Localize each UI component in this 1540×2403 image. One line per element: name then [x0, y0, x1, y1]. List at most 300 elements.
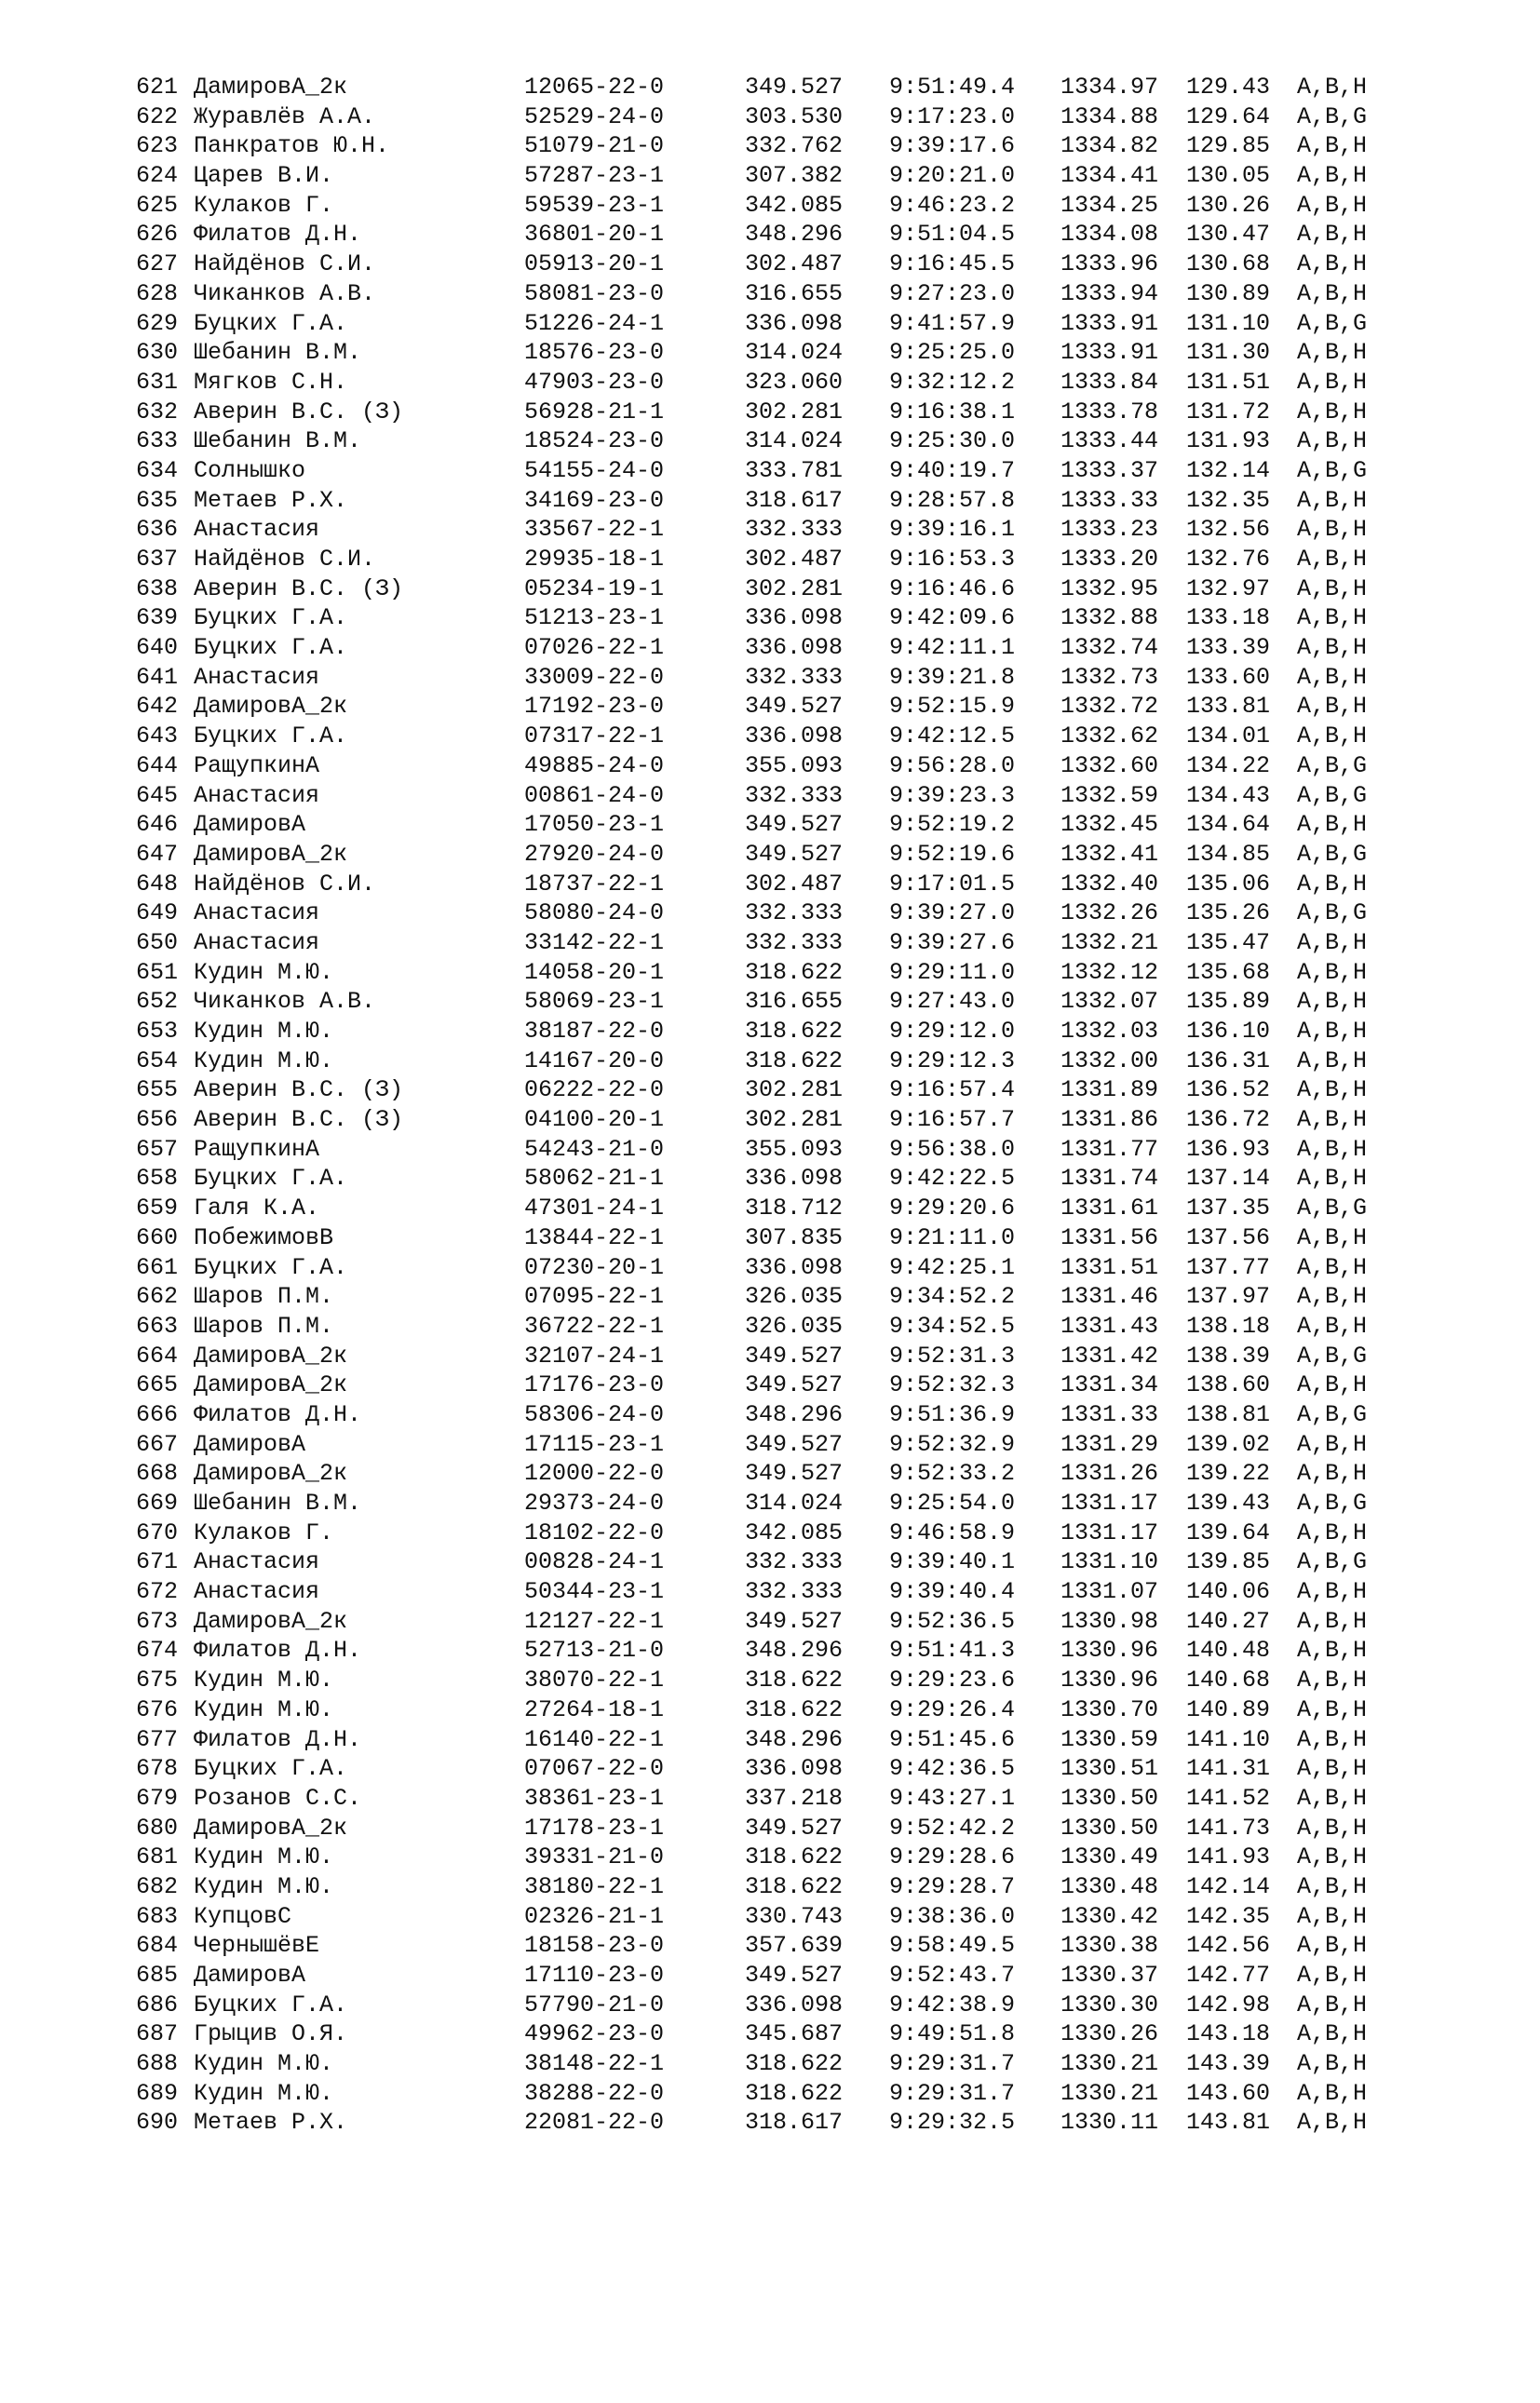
participant-name: Анастасия — [194, 928, 320, 956]
speed-value: 1331.46 — [1060, 1283, 1159, 1311]
place-number: 650 — [136, 928, 179, 956]
flags-value: A,B,H — [1297, 2109, 1368, 2137]
speed-value: 1332.45 — [1060, 811, 1159, 839]
arrival-time: 9:29:28.6 — [889, 1843, 1016, 1871]
participant-name: Аверин В.С. (З) — [194, 1106, 404, 1134]
participant-name: Кудин М.Ю. — [194, 958, 334, 986]
distance-value: 318.622 — [745, 1872, 844, 1900]
distance-value: 318.622 — [745, 1046, 844, 1074]
place-number: 627 — [136, 250, 179, 278]
distance-value: 302.281 — [745, 1076, 844, 1104]
ring-number: 38361-23-1 — [524, 1784, 665, 1812]
speed-value: 1333.44 — [1060, 427, 1159, 455]
distance-value: 333.781 — [745, 456, 844, 484]
arrival-time: 9:42:25.1 — [889, 1253, 1016, 1281]
speed-value: 1331.86 — [1060, 1106, 1159, 1134]
ring-number: 02326-21-1 — [524, 1902, 665, 1930]
flags-value: A,B,G — [1297, 309, 1368, 337]
speed-value: 1334.82 — [1060, 132, 1159, 160]
flags-value: A,B,G — [1297, 899, 1368, 927]
ring-number: 36722-22-1 — [524, 1312, 665, 1340]
participant-name: Анастасия — [194, 1548, 320, 1576]
flags-value: A,B,H — [1297, 368, 1368, 396]
flags-value: A,B,G — [1297, 781, 1368, 809]
speed-value: 1332.03 — [1060, 1018, 1159, 1045]
coefficient-value: 136.31 — [1186, 1046, 1271, 1074]
flags-value: A,B,H — [1297, 1371, 1368, 1399]
participant-name: Буцких Г.А. — [194, 1253, 348, 1281]
distance-value: 314.024 — [745, 427, 844, 455]
distance-value: 342.085 — [745, 1519, 844, 1546]
coefficient-value: 132.14 — [1186, 456, 1271, 484]
place-number: 666 — [136, 1400, 179, 1428]
result-row — [0, 810, 1540, 840]
result-row — [0, 1547, 1540, 1577]
coefficient-value: 141.52 — [1186, 1784, 1271, 1812]
speed-value: 1330.21 — [1060, 2050, 1159, 2078]
distance-value: 318.617 — [745, 486, 844, 514]
place-number: 622 — [136, 102, 179, 130]
ring-number: 52713-21-0 — [524, 1637, 665, 1665]
participant-name: Шаров П.М. — [194, 1312, 334, 1340]
flags-value: A,B,H — [1297, 1695, 1368, 1723]
result-row — [0, 1636, 1540, 1666]
place-number: 654 — [136, 1046, 179, 1074]
ring-number: 59539-23-1 — [524, 191, 665, 219]
ring-number: 05234-19-1 — [524, 574, 665, 602]
speed-value: 1333.84 — [1060, 368, 1159, 396]
distance-value: 348.296 — [745, 221, 844, 249]
flags-value: A,B,H — [1297, 1165, 1368, 1193]
flags-value: A,B,H — [1297, 1991, 1368, 2018]
ring-number: 18576-23-0 — [524, 339, 665, 367]
result-row — [0, 426, 1540, 456]
ring-number: 18524-23-0 — [524, 427, 665, 455]
participant-name: Чиканков А.В. — [194, 988, 376, 1016]
ring-number: 22081-22-0 — [524, 2109, 665, 2137]
result-row — [0, 131, 1540, 161]
speed-value: 1330.37 — [1060, 1962, 1159, 1989]
flags-value: A,B,H — [1297, 250, 1368, 278]
distance-value: 307.382 — [745, 162, 844, 190]
participant-name: Буцких Г.А. — [194, 1755, 348, 1783]
participant-name: Солнышко — [194, 456, 306, 484]
flags-value: A,B,H — [1297, 1223, 1368, 1251]
arrival-time: 9:39:40.1 — [889, 1548, 1016, 1576]
ring-number: 17176-23-0 — [524, 1371, 665, 1399]
place-number: 638 — [136, 574, 179, 602]
place-number: 633 — [136, 427, 179, 455]
place-number: 684 — [136, 1932, 179, 1960]
coefficient-value: 143.81 — [1186, 2109, 1271, 2137]
speed-value: 1331.17 — [1060, 1519, 1159, 1546]
distance-value: 336.098 — [745, 1253, 844, 1281]
participant-name: Шаров П.М. — [194, 1283, 334, 1311]
ring-number: 32107-24-1 — [524, 1342, 665, 1370]
arrival-time: 9:52:32.3 — [889, 1371, 1016, 1399]
ring-number: 18158-23-0 — [524, 1932, 665, 1960]
arrival-time: 9:52:36.5 — [889, 1607, 1016, 1635]
distance-value: 348.296 — [745, 1400, 844, 1428]
coefficient-value: 136.10 — [1186, 1018, 1271, 1045]
coefficient-value: 143.60 — [1186, 2079, 1271, 2107]
flags-value: A,B,H — [1297, 634, 1368, 662]
ring-number: 04100-20-1 — [524, 1106, 665, 1134]
result-row — [0, 161, 1540, 191]
result-row — [0, 545, 1540, 574]
arrival-time: 9:42:38.9 — [889, 1991, 1016, 2018]
speed-value: 1331.42 — [1060, 1342, 1159, 1370]
ring-number: 54155-24-0 — [524, 456, 665, 484]
flags-value: A,B,H — [1297, 1106, 1368, 1134]
place-number: 677 — [136, 1725, 179, 1753]
coefficient-value: 134.43 — [1186, 781, 1271, 809]
participant-name: Анастасия — [194, 516, 320, 544]
coefficient-value: 138.81 — [1186, 1400, 1271, 1428]
result-row — [0, 1784, 1540, 1814]
flags-value: A,B,H — [1297, 693, 1368, 721]
result-row — [0, 1194, 1540, 1223]
coefficient-value: 134.64 — [1186, 811, 1271, 839]
result-row — [0, 1223, 1540, 1253]
arrival-time: 9:25:25.0 — [889, 339, 1016, 367]
flags-value: A,B,H — [1297, 1046, 1368, 1074]
flags-value: A,B,G — [1297, 1548, 1368, 1576]
speed-value: 1333.23 — [1060, 516, 1159, 544]
coefficient-value: 134.01 — [1186, 722, 1271, 750]
arrival-time: 9:16:57.7 — [889, 1106, 1016, 1134]
ring-number: 33142-22-1 — [524, 928, 665, 956]
result-row — [0, 1459, 1540, 1489]
result-row — [0, 486, 1540, 516]
distance-value: 349.527 — [745, 1814, 844, 1842]
speed-value: 1333.20 — [1060, 546, 1159, 573]
participant-name: Шебанин В.М. — [194, 427, 362, 455]
flags-value: A,B,G — [1297, 456, 1368, 484]
ring-number: 29373-24-0 — [524, 1490, 665, 1517]
ring-number: 38180-22-1 — [524, 1872, 665, 1900]
ring-number: 47301-24-1 — [524, 1195, 665, 1222]
flags-value: A,B,H — [1297, 1460, 1368, 1488]
result-row — [0, 1754, 1540, 1784]
result-row — [0, 574, 1540, 604]
participant-name: ДамировА_2к — [194, 1371, 348, 1399]
flags-value: A,B,G — [1297, 840, 1368, 868]
participant-name: Кудин М.Ю. — [194, 1667, 334, 1694]
participant-name: Метаев Р.Х. — [194, 2109, 348, 2137]
distance-value: 326.035 — [745, 1312, 844, 1340]
participant-name: ЧернышёвЕ — [194, 1932, 320, 1960]
ring-number: 49885-24-0 — [524, 751, 665, 779]
speed-value: 1332.62 — [1060, 722, 1159, 750]
flags-value: A,B,H — [1297, 722, 1368, 750]
ring-number: 12000-22-0 — [524, 1460, 665, 1488]
result-row — [0, 1164, 1540, 1194]
distance-value: 302.487 — [745, 546, 844, 573]
speed-value: 1334.08 — [1060, 221, 1159, 249]
distance-value: 349.527 — [745, 1371, 844, 1399]
distance-value: 336.098 — [745, 722, 844, 750]
coefficient-value: 135.47 — [1186, 928, 1271, 956]
ring-number: 38288-22-0 — [524, 2079, 665, 2107]
speed-value: 1331.77 — [1060, 1135, 1159, 1163]
speed-value: 1333.91 — [1060, 309, 1159, 337]
distance-value: 336.098 — [745, 634, 844, 662]
participant-name: ДамировА — [194, 811, 306, 839]
result-row — [0, 1577, 1540, 1607]
coefficient-value: 131.51 — [1186, 368, 1271, 396]
ring-number: 17192-23-0 — [524, 693, 665, 721]
arrival-time: 9:16:45.5 — [889, 250, 1016, 278]
ring-number: 17115-23-1 — [524, 1430, 665, 1458]
place-number: 660 — [136, 1223, 179, 1251]
distance-value: 303.530 — [745, 102, 844, 130]
distance-value: 349.527 — [745, 74, 844, 101]
participant-name: Филатов Д.Н. — [194, 1725, 362, 1753]
coefficient-value: 136.52 — [1186, 1076, 1271, 1104]
ring-number: 51226-24-1 — [524, 309, 665, 337]
distance-value: 355.093 — [745, 1135, 844, 1163]
participant-name: РащупкинА — [194, 1135, 320, 1163]
flags-value: A,B,G — [1297, 1342, 1368, 1370]
flags-value: A,B,H — [1297, 1637, 1368, 1665]
flags-value: A,B,H — [1297, 1872, 1368, 1900]
speed-value: 1330.70 — [1060, 1695, 1159, 1723]
distance-value: 318.622 — [745, 1667, 844, 1694]
speed-value: 1332.41 — [1060, 840, 1159, 868]
flags-value: A,B,H — [1297, 1283, 1368, 1311]
ring-number: 57287-23-1 — [524, 162, 665, 190]
place-number: 688 — [136, 2050, 179, 2078]
participant-name: Буцких Г.А. — [194, 1991, 348, 2018]
place-number: 648 — [136, 870, 179, 898]
arrival-time: 9:51:45.6 — [889, 1725, 1016, 1753]
place-number: 631 — [136, 368, 179, 396]
participant-name: Шебанин В.М. — [194, 1490, 362, 1517]
distance-value: 318.617 — [745, 2109, 844, 2137]
result-row — [0, 692, 1540, 722]
speed-value: 1330.49 — [1060, 1843, 1159, 1871]
coefficient-value: 143.39 — [1186, 2050, 1271, 2078]
ring-number: 33009-22-0 — [524, 663, 665, 691]
participant-name: Анастасия — [194, 663, 320, 691]
coefficient-value: 130.47 — [1186, 221, 1271, 249]
ring-number: 58062-21-1 — [524, 1165, 665, 1193]
ring-number: 18737-22-1 — [524, 870, 665, 898]
coefficient-value: 140.27 — [1186, 1607, 1271, 1635]
flags-value: A,B,H — [1297, 1784, 1368, 1812]
flags-value: A,B,H — [1297, 162, 1368, 190]
ring-number: 18102-22-0 — [524, 1519, 665, 1546]
distance-value: 332.762 — [745, 132, 844, 160]
place-number: 624 — [136, 162, 179, 190]
ring-number: 52529-24-0 — [524, 102, 665, 130]
arrival-time: 9:29:12.0 — [889, 1018, 1016, 1045]
participant-name: Кудин М.Ю. — [194, 1843, 334, 1871]
speed-value: 1331.51 — [1060, 1253, 1159, 1281]
coefficient-value: 133.81 — [1186, 693, 1271, 721]
result-row — [0, 840, 1540, 870]
result-row — [0, 928, 1540, 958]
place-number: 651 — [136, 958, 179, 986]
ring-number: 12127-22-1 — [524, 1607, 665, 1635]
distance-value: 316.655 — [745, 988, 844, 1016]
result-row — [0, 220, 1540, 250]
speed-value: 1334.88 — [1060, 102, 1159, 130]
arrival-time: 9:34:52.5 — [889, 1312, 1016, 1340]
arrival-time: 9:29:32.5 — [889, 2109, 1016, 2137]
arrival-time: 9:43:27.1 — [889, 1784, 1016, 1812]
distance-value: 332.333 — [745, 1578, 844, 1606]
arrival-time: 9:39:21.8 — [889, 663, 1016, 691]
coefficient-value: 137.56 — [1186, 1223, 1271, 1251]
arrival-time: 9:16:57.4 — [889, 1076, 1016, 1104]
arrival-time: 9:39:23.3 — [889, 781, 1016, 809]
ring-number: 50344-23-1 — [524, 1578, 665, 1606]
participant-name: ДамировА_2к — [194, 1607, 348, 1635]
distance-value: 330.743 — [745, 1902, 844, 1930]
coefficient-value: 142.14 — [1186, 1872, 1271, 1900]
place-number: 678 — [136, 1755, 179, 1783]
distance-value: 355.093 — [745, 751, 844, 779]
place-number: 649 — [136, 899, 179, 927]
participant-name: Кулаков Г. — [194, 1519, 334, 1546]
place-number: 641 — [136, 663, 179, 691]
flags-value: A,B,H — [1297, 1932, 1368, 1960]
coefficient-value: 140.06 — [1186, 1578, 1271, 1606]
participant-name: Метаев Р.Х. — [194, 486, 348, 514]
coefficient-value: 141.31 — [1186, 1755, 1271, 1783]
speed-value: 1331.33 — [1060, 1400, 1159, 1428]
speed-value: 1333.96 — [1060, 250, 1159, 278]
participant-name: ДамировА — [194, 1430, 306, 1458]
place-number: 652 — [136, 988, 179, 1016]
participant-name: Панкратов Ю.Н. — [194, 132, 390, 160]
speed-value: 1333.37 — [1060, 456, 1159, 484]
flags-value: A,B,H — [1297, 191, 1368, 219]
coefficient-value: 142.35 — [1186, 1902, 1271, 1930]
arrival-time: 9:16:38.1 — [889, 398, 1016, 425]
ring-number: 56928-21-1 — [524, 398, 665, 425]
ring-number: 16140-22-1 — [524, 1725, 665, 1753]
place-number: 642 — [136, 693, 179, 721]
place-number: 621 — [136, 74, 179, 101]
coefficient-value: 132.76 — [1186, 546, 1271, 573]
arrival-time: 9:52:15.9 — [889, 693, 1016, 721]
coefficient-value: 129.64 — [1186, 102, 1271, 130]
coefficient-value: 136.93 — [1186, 1135, 1271, 1163]
distance-value: 318.622 — [745, 1018, 844, 1045]
arrival-time: 9:20:21.0 — [889, 162, 1016, 190]
speed-value: 1332.40 — [1060, 870, 1159, 898]
participant-name: Буцких Г.А. — [194, 1165, 348, 1193]
speed-value: 1333.33 — [1060, 486, 1159, 514]
speed-value: 1334.41 — [1060, 162, 1159, 190]
place-number: 662 — [136, 1283, 179, 1311]
flags-value: A,B,H — [1297, 811, 1368, 839]
distance-value: 349.527 — [745, 1430, 844, 1458]
place-number: 626 — [136, 221, 179, 249]
ring-number: 58080-24-0 — [524, 899, 665, 927]
coefficient-value: 131.72 — [1186, 398, 1271, 425]
distance-value: 349.527 — [745, 811, 844, 839]
result-row — [0, 1105, 1540, 1135]
distance-value: 302.281 — [745, 574, 844, 602]
place-number: 689 — [136, 2079, 179, 2107]
ring-number: 58081-23-0 — [524, 279, 665, 307]
participant-name: Шебанин В.М. — [194, 339, 362, 367]
coefficient-value: 143.18 — [1186, 2020, 1271, 2048]
flags-value: A,B,G — [1297, 102, 1368, 130]
participant-name: ДамировА_2к — [194, 840, 348, 868]
coefficient-value: 137.77 — [1186, 1253, 1271, 1281]
flags-value: A,B,H — [1297, 604, 1368, 632]
speed-value: 1331.89 — [1060, 1076, 1159, 1104]
result-row — [0, 1046, 1540, 1076]
place-number: 667 — [136, 1430, 179, 1458]
place-number: 655 — [136, 1076, 179, 1104]
arrival-time: 9:39:27.6 — [889, 928, 1016, 956]
speed-value: 1330.38 — [1060, 1932, 1159, 1960]
arrival-time: 9:49:51.8 — [889, 2020, 1016, 2048]
flags-value: A,B,H — [1297, 2079, 1368, 2107]
ring-number: 58069-23-1 — [524, 988, 665, 1016]
arrival-time: 9:17:23.0 — [889, 102, 1016, 130]
arrival-time: 9:29:31.7 — [889, 2050, 1016, 2078]
ring-number: 07095-22-1 — [524, 1283, 665, 1311]
speed-value: 1330.51 — [1060, 1755, 1159, 1783]
arrival-time: 9:42:09.6 — [889, 604, 1016, 632]
coefficient-value: 141.73 — [1186, 1814, 1271, 1842]
flags-value: A,B,H — [1297, 958, 1368, 986]
speed-value: 1332.21 — [1060, 928, 1159, 956]
speed-value: 1333.94 — [1060, 279, 1159, 307]
flags-value: A,B,H — [1297, 279, 1368, 307]
place-number: 628 — [136, 279, 179, 307]
coefficient-value: 134.22 — [1186, 751, 1271, 779]
result-row — [0, 250, 1540, 279]
speed-value: 1331.61 — [1060, 1195, 1159, 1222]
ring-number: 34169-23-0 — [524, 486, 665, 514]
coefficient-value: 142.56 — [1186, 1932, 1271, 1960]
coefficient-value: 133.18 — [1186, 604, 1271, 632]
coefficient-value: 139.85 — [1186, 1548, 1271, 1576]
arrival-time: 9:21:11.0 — [889, 1223, 1016, 1251]
arrival-time: 9:29:31.7 — [889, 2079, 1016, 2107]
ring-number: 12065-22-0 — [524, 74, 665, 101]
arrival-time: 9:28:57.8 — [889, 486, 1016, 514]
result-row — [0, 1991, 1540, 2020]
ring-number: 51213-23-1 — [524, 604, 665, 632]
place-number: 668 — [136, 1460, 179, 1488]
coefficient-value: 138.60 — [1186, 1371, 1271, 1399]
ring-number: 57790-21-0 — [524, 1991, 665, 2018]
ring-number: 27920-24-0 — [524, 840, 665, 868]
result-row — [0, 1135, 1540, 1165]
arrival-time: 9:56:28.0 — [889, 751, 1016, 779]
distance-value: 316.655 — [745, 279, 844, 307]
result-row — [0, 663, 1540, 693]
speed-value: 1331.34 — [1060, 1371, 1159, 1399]
arrival-time: 9:52:33.2 — [889, 1460, 1016, 1488]
distance-value: 314.024 — [745, 1490, 844, 1517]
speed-value: 1332.07 — [1060, 988, 1159, 1016]
distance-value: 302.487 — [745, 870, 844, 898]
arrival-time: 9:27:43.0 — [889, 988, 1016, 1016]
speed-value: 1331.26 — [1060, 1460, 1159, 1488]
place-number: 664 — [136, 1342, 179, 1370]
place-number: 645 — [136, 781, 179, 809]
